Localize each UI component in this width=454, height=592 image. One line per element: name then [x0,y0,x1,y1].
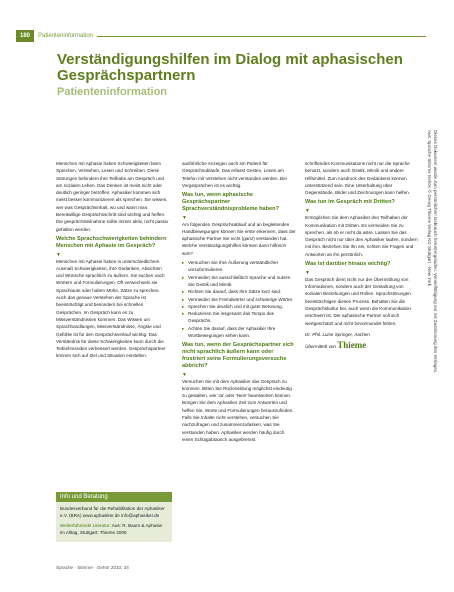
section-heading: Was tun im Gespräch mit Dritten? [305,199,395,206]
paragraph: Ermöglichen Sie dem Aphasiker den Teilhaben der Kommunikation mit Dritten. Es vermeiden Sie zu sprechen, als ob er nicht da wäre. Lassen Sie das Gespräch nicht nur über den Aphasiker laufen, sondern mit ihm. Beziehen Sie ihn ein, richten Sie Fragen und Antworten an ihn persönlich. [305,215,418,257]
tips-list [182,259,296,339]
list-item: ▸ Vermeiden Sie ausschließlich Sprache und nutzen Sie Gestik und Mimik. [188,274,296,289]
triangle-icon: ▼ [182,371,187,378]
triangle-icon: ▼ [305,208,310,215]
paragraph: Versuchen Sie mit dem Aphasiker das Gespräch zu kommen. Bitten Sie Rückmeldung möglichst eindeutig zu gestalten, wie 'Ja' oder 'Nein' beantworten können. Bringen Sie dem Aphasiker Zeit zum Antworten und helfen Sie, Worte und Formulierungen herauszufinden. Falls Sie Inhalte nicht verstehen, versuchen Sie nachzufragen und zusammenzufassen, was Sie verstanden haben. Aphasiker werden häufig durch einen Schlagabtausch ausgebremst. [182,378,294,442]
margin-line: Dieses Dokument wurde zum persönlichen Gebrauch heruntergeladen. Vervielfältigung nur mit Zustimmung des Verlages. [433,130,438,374]
section-label: Patienteninformation [38,33,94,39]
author-signature: Dr. Phil. Luise Springer, Aachen [305,331,370,337]
section-heading: Was tun, wenn aphasische Gesprächspartner Sprachverständnisprobleme haben? [182,192,279,212]
section-heading: Was ist darüber hinaus wichtig? [305,261,391,268]
thieme-logo: Thieme [337,340,367,351]
triangle-icon: ▼ [56,251,61,258]
list-item: ▸ Reduzieren Sie insgesamt das Tempo des Gesprächs. [188,310,296,325]
column-3 [305,160,419,351]
article-title: Verständigungshilfen im Dialog mit aphasischen Gesprächspartnern [57,51,403,84]
info-box-heading: Info und Beratung [56,492,172,502]
paragraph: Menschen mit Aphasie haben Schwierigkeiten beim Sprechen, Verstehen, Lesen und Schreiben. Diese Störungen behindern ihre Teilhabe am Gespräch und am sozialen Leben. Das Denken ist meist nicht oder deutlich geringer betroffen. Aphasiker kommen sich meist besser kommunizieren als sprechen. Sie wissen, wer was Gesprächsinhalt, wo und wann man. Bereitwillige Gesprächsschritt sind wichtig und helfen. Die gesprächsteilnahme sollte immer aktiv, nicht passiv gehalten werden. [56,161,169,232]
list-item: ▸ Versuchen Sie Ihre Äußerung verständlicher umzuformulieren. [188,259,296,274]
list-item: ▸ Richten Sie darauf, dass Ihre Sätze kurz sind. [188,288,296,295]
info-box-body [56,502,172,542]
paragraph: ausführliche Anzeigen auch ein Patient für Gesprächsabläufe. Das erfasst Gesten, Lesen am Telefon mit Verstehen nicht verstanden werden. Bei Vorgesprächen ist es wichtig. [182,161,287,188]
header-rule [97,36,426,37]
column-1 [56,160,170,362]
section-heading: Was tun, wenn der Gesprächspartner sich nicht sprachlich äußern kann oder frustriert seine Formulierungsversuche abbricht? [182,342,294,369]
info-paragraph: Bundesverband für die Rehabilitation der Aphasiker e.V. (BRA) www.aphasiker.de info@aphasiker.de [60,506,165,518]
page-footer: Sprache · Stimme · Gehör 2010; 34 [56,565,129,570]
margin-line: Aus: Sprache Stimme Gehör; © Georg Thieme Verlag KG Stuttgart · New York [427,130,432,287]
triangle-icon: ▼ [305,269,310,276]
margin-note [426,130,438,550]
section-heading: Welche Sprachschwierigkeiten behindern Menschen mit Aphasie im Gespräch? [56,235,167,249]
list-item: ▸ Sprechen Sie deutlich und mit guter Betonung. [188,303,296,310]
publisher-credit: Übermittelt von Thieme [305,340,367,351]
info-paragraph: Weiterführende Literatur: Aus: R. Baum & Aphasie im Alltag, Stuttgart: Thieme 2009 [60,523,163,535]
paragraph: Am folgenden Gesprächsablauf und an begleitenden Handbewegungen können Sie erste erkennen, dass der aphasische Partner Sie nicht (ganz) verstanden hat. Welche Verständigungshilfen können dann hilfreich sein? [182,221,296,256]
page-number: 180 [16,30,34,42]
paragraph: Das Gespräch dient nicht nur der Übermittlung von Informationen, sondern auch der Gestaltung von sozialen Beziehungen und Rollen. Sprachstörungen beeinträchtigen diesen Prozess. Behalten Sie die Gesprächskultur bei, auch wenn die Kommunikation erschwert ist. Der aphasische Partner soll sich wertgeschätzt und nicht bevormundet fühlen. [305,276,411,326]
paragraph: schriftendes Kommunikations nicht nur die Sprache benutzt, sondern auch Gestik, Mimik und andere Hilfsmittel. Zum Ausdruck des Gedankens können unterstützend sein. Eine Unterhaltung über Gegenstände, Bilder und Zeichnungen kann helfen. [305,161,410,196]
paragraph: Menschen mit Aphasie haben in unterschiedlichem Ausmaß Schwierigkeiten, ihre Gedanken, Absichten und Wünsche sprachlich zu äußern. Sie suchen nach Wörtern und Formulierungen. Oft verwechseln sie Sprachlaute oder haben Mühe, Sätze zu sprechen. Auch das genaue Verstehen der Sprache ist beeinträchtigt und besonders bei schnellen Gesprächen. Im Gespräch kann es zu Missverständnissen kommen. Das Wissen um Sprachhandlungen, Missverständnisse, Ängste und Gefühle ist für den Gesprächsverlauf wichtig. Das Verständnis für diese Schwierigkeiten kann durch die Teilnehmenden verbessert werden. Gesprächspartner können sich auf Ziel und Situation einstellen. [56,258,166,359]
list-item: ▸ Achten Sie darauf, dass der Aphasiker Ihre Wortbewegungen sehen kann. [188,325,296,340]
column-2 [182,160,296,445]
triangle-icon: ▼ [182,214,187,221]
list-item: ▸ Vermeiden Sie Fremdwörter und schwierige Wörter. [188,296,296,303]
page-header [16,30,426,42]
info-box [56,492,172,542]
article-subtitle: Patienteninformation [57,86,168,98]
